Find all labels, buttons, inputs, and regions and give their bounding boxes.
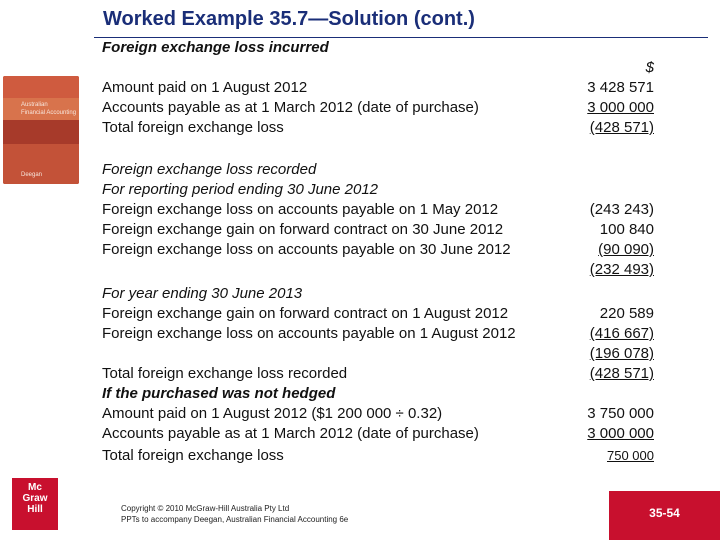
not-hedged-heading-text: If the purchased was not hedged: [102, 385, 336, 402]
row-value: 3 000 000: [587, 99, 654, 116]
not-hedged-row: [102, 404, 658, 424]
logo-line-2: Graw: [22, 493, 48, 504]
book-cover-text-2: Financial Accounting: [21, 110, 77, 116]
incurred-heading: [102, 38, 658, 58]
not-hedged-row: [102, 424, 658, 444]
incurred-row: [102, 118, 658, 138]
recorded-row: [102, 324, 658, 344]
row-label: Foreign exchange loss on accounts payable on 30 June 2012: [102, 241, 511, 258]
incurred-row: [102, 78, 658, 98]
period-2012-text: For reporting period ending 30 June 2012: [102, 181, 379, 198]
subtotal-2012-value: (232 493): [589, 261, 654, 278]
row-label: Foreign exchange gain on forward contract on 30 June 2012: [102, 221, 504, 238]
book-cover-text-1: Australian: [21, 102, 48, 108]
recorded-heading-text: Foreign exchange loss recorded: [102, 161, 317, 178]
row-value: (416 667): [589, 325, 654, 342]
period-2013-text: For year ending 30 June 2013: [102, 285, 303, 302]
logo-line-1: Mc: [28, 482, 42, 493]
total-recorded-row: [102, 364, 658, 384]
recorded-row: [102, 200, 658, 220]
row-label: Foreign exchange loss on accounts payable on 1 May 2012: [102, 201, 499, 218]
mcgraw-hill-logo: [12, 478, 58, 530]
recorded-heading: [102, 160, 658, 180]
incurred-row: [102, 98, 658, 118]
row-label: Total foreign exchange loss: [102, 119, 284, 136]
subtotal-2012-row: [102, 260, 658, 280]
period-2012-heading: [102, 180, 658, 200]
book-cover-author: Deegan: [21, 172, 43, 178]
row-label: Foreign exchange gain on forward contract on 1 August 2012: [102, 305, 509, 322]
footer-copyright: [121, 503, 348, 525]
row-value: 220 589: [599, 305, 654, 322]
recorded-row: [102, 304, 658, 324]
recorded-row: [102, 220, 658, 240]
row-value: 3 000 000: [587, 425, 654, 442]
not-hedged-row: [102, 446, 658, 466]
row-label: Total foreign exchange loss recorded: [102, 365, 348, 382]
row-label: Foreign exchange loss on accounts payable on 1 August 2012: [102, 325, 516, 342]
row-value: 100 840: [599, 221, 654, 238]
subtotal-2013-row: [102, 344, 658, 364]
row-value: (90 090): [598, 241, 654, 258]
incurred-heading-text: Foreign exchange loss incurred: [102, 39, 329, 56]
currency-symbol: $: [645, 59, 654, 76]
row-label: Accounts payable as at 1 March 2012 (date of purchase): [102, 425, 479, 442]
row-label: Amount paid on 1 August 2012 ($1 200 000 ÷ 0.32): [102, 405, 443, 422]
row-label: Accounts payable as at 1 March 2012 (date of purchase): [102, 99, 479, 116]
row-value: (428 571): [589, 365, 654, 382]
period-2013-heading: [102, 284, 658, 304]
book-cover-image: [3, 76, 79, 184]
subtotal-2013-value: (196 078): [589, 345, 654, 362]
row-label: Amount paid on 1 August 2012: [102, 79, 308, 96]
row-value: (243 243): [589, 201, 654, 218]
left-sidebar: [0, 0, 88, 540]
slide-title: Worked Example 35.7—Solution (cont.): [103, 8, 475, 30]
ppt-note-text: PPTs to accompany Deegan, Australian Financial Accounting 6e: [121, 515, 349, 524]
row-value: 3 428 571: [587, 79, 654, 96]
copyright-text: Copyright © 2010 McGraw-Hill Australia Pty Ltd: [121, 504, 290, 513]
not-hedged-heading: [102, 384, 658, 404]
logo-line-3: Hill: [27, 504, 43, 515]
row-label: Total foreign exchange loss: [102, 447, 284, 464]
row-value: 750 000: [607, 448, 654, 463]
recorded-row: [102, 240, 658, 260]
page-number: 35-54: [649, 506, 680, 520]
row-value: (428 571): [589, 119, 654, 136]
row-value: 3 750 000: [587, 405, 654, 422]
currency-header: [102, 58, 658, 78]
